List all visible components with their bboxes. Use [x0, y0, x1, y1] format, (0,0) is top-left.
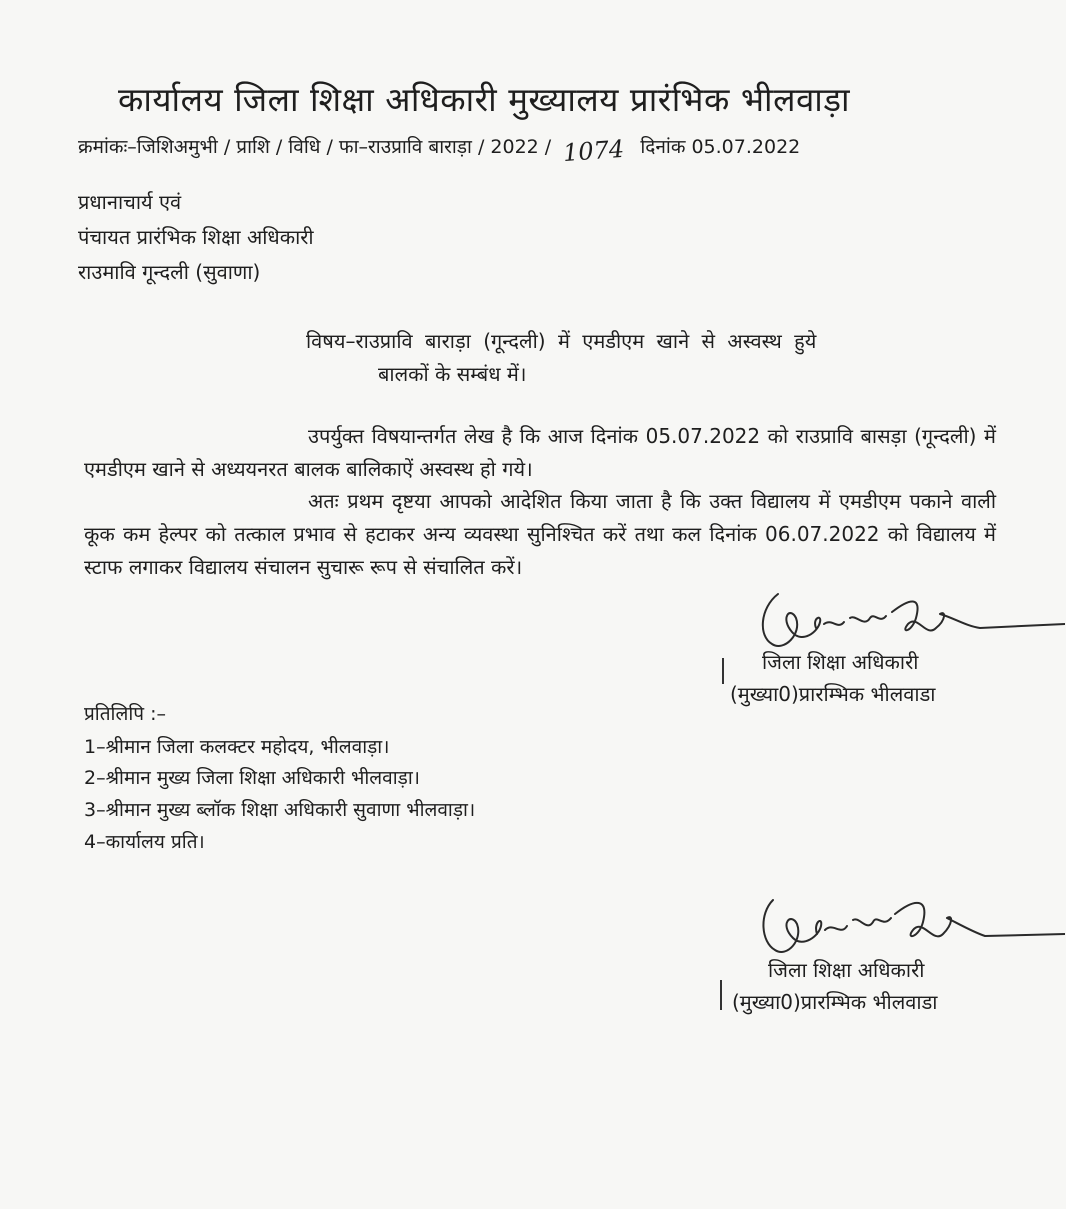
- addressee-line-2: पंचायत प्रारंभिक शिक्षा अधिकारी: [78, 225, 314, 249]
- addressee-line-3: राउमावि गून्दली (सुवाणा): [78, 260, 261, 284]
- body-paragraph-2: अतः प्रथम दृष्टया आपको आदेशित किया जाता है कि उक्त विद्यालय में एमडीएम पकाने वाली कूक कम हेल्पर को तत्काल प्रभाव से हटाकर अन्य व्यवस्था सुनिश्चित करें तथा कल दिनांक 06.07.2022 को विद्यालय में स्टाफ लगाकर विद्यालय संचालन सुचारू रूप से संचालित करें।: [84, 489, 996, 579]
- reference-line: [78, 131, 801, 168]
- signature-1-office: (मुख्या0)प्रारम्भिक भीलवाडा: [730, 682, 936, 706]
- subject-line-2: बालकों के सम्बंध में।: [378, 362, 527, 386]
- office-title: कार्यालय जिला शिक्षा अधिकारी मुख्यालय प्रारंभिक भीलवाड़ा: [118, 80, 851, 119]
- signature-2-designation: जिला शिक्षा अधिकारी: [768, 958, 925, 982]
- body-paragraph-1: उपर्युक्त विषयान्तर्गत लेख है कि आज दिनांक 05.07.2022 को राउप्रावि बासड़ा (गून्दली) में एमडीएम खाने से अध्ययनरत बालक बालिकाऐं अस्वस्थ हो गये।: [84, 424, 996, 481]
- signature-1-margin-mark: [722, 658, 724, 684]
- copy-to-item-3: 3–श्रीमान मुख्य ब्लॉक शिक्षा अधिकारी सुवाणा भीलवाड़ा।: [84, 799, 476, 821]
- subject-line-1: विषय–राउप्रावि बाराड़ा (गून्दली) में एमडीएम खाने से अस्वस्थ हुये: [306, 329, 817, 353]
- letter-date: दिनांक 05.07.2022: [640, 136, 801, 158]
- reference-number-handwritten: 1074: [562, 134, 626, 168]
- reference-prefix: क्रमांकः–जिशिअमुभी / प्राशि / विधि / फा–राउप्रावि बाराड़ा / 2022 /: [78, 136, 552, 158]
- copy-to-heading: प्रतिलिपि :–: [84, 703, 167, 725]
- copy-to-item-4: 4–कार्यालय प्रति।: [84, 831, 205, 853]
- copy-to-item-1: 1–श्रीमान जिला कलक्टर महोदय, भीलवाड़ा।: [84, 736, 390, 758]
- signature-2-office: (मुख्या0)प्रारम्भिक भीलवाडा: [732, 990, 938, 1014]
- copy-to-item-2: 2–श्रीमान मुख्य जिला शिक्षा अधिकारी भीलवाड़ा।: [84, 767, 420, 789]
- signature-2-margin-mark: [720, 980, 722, 1010]
- addressee-line-1: प्रधानाचार्य एवं: [78, 190, 182, 214]
- signature-1-designation: जिला शिक्षा अधिकारी: [762, 650, 919, 674]
